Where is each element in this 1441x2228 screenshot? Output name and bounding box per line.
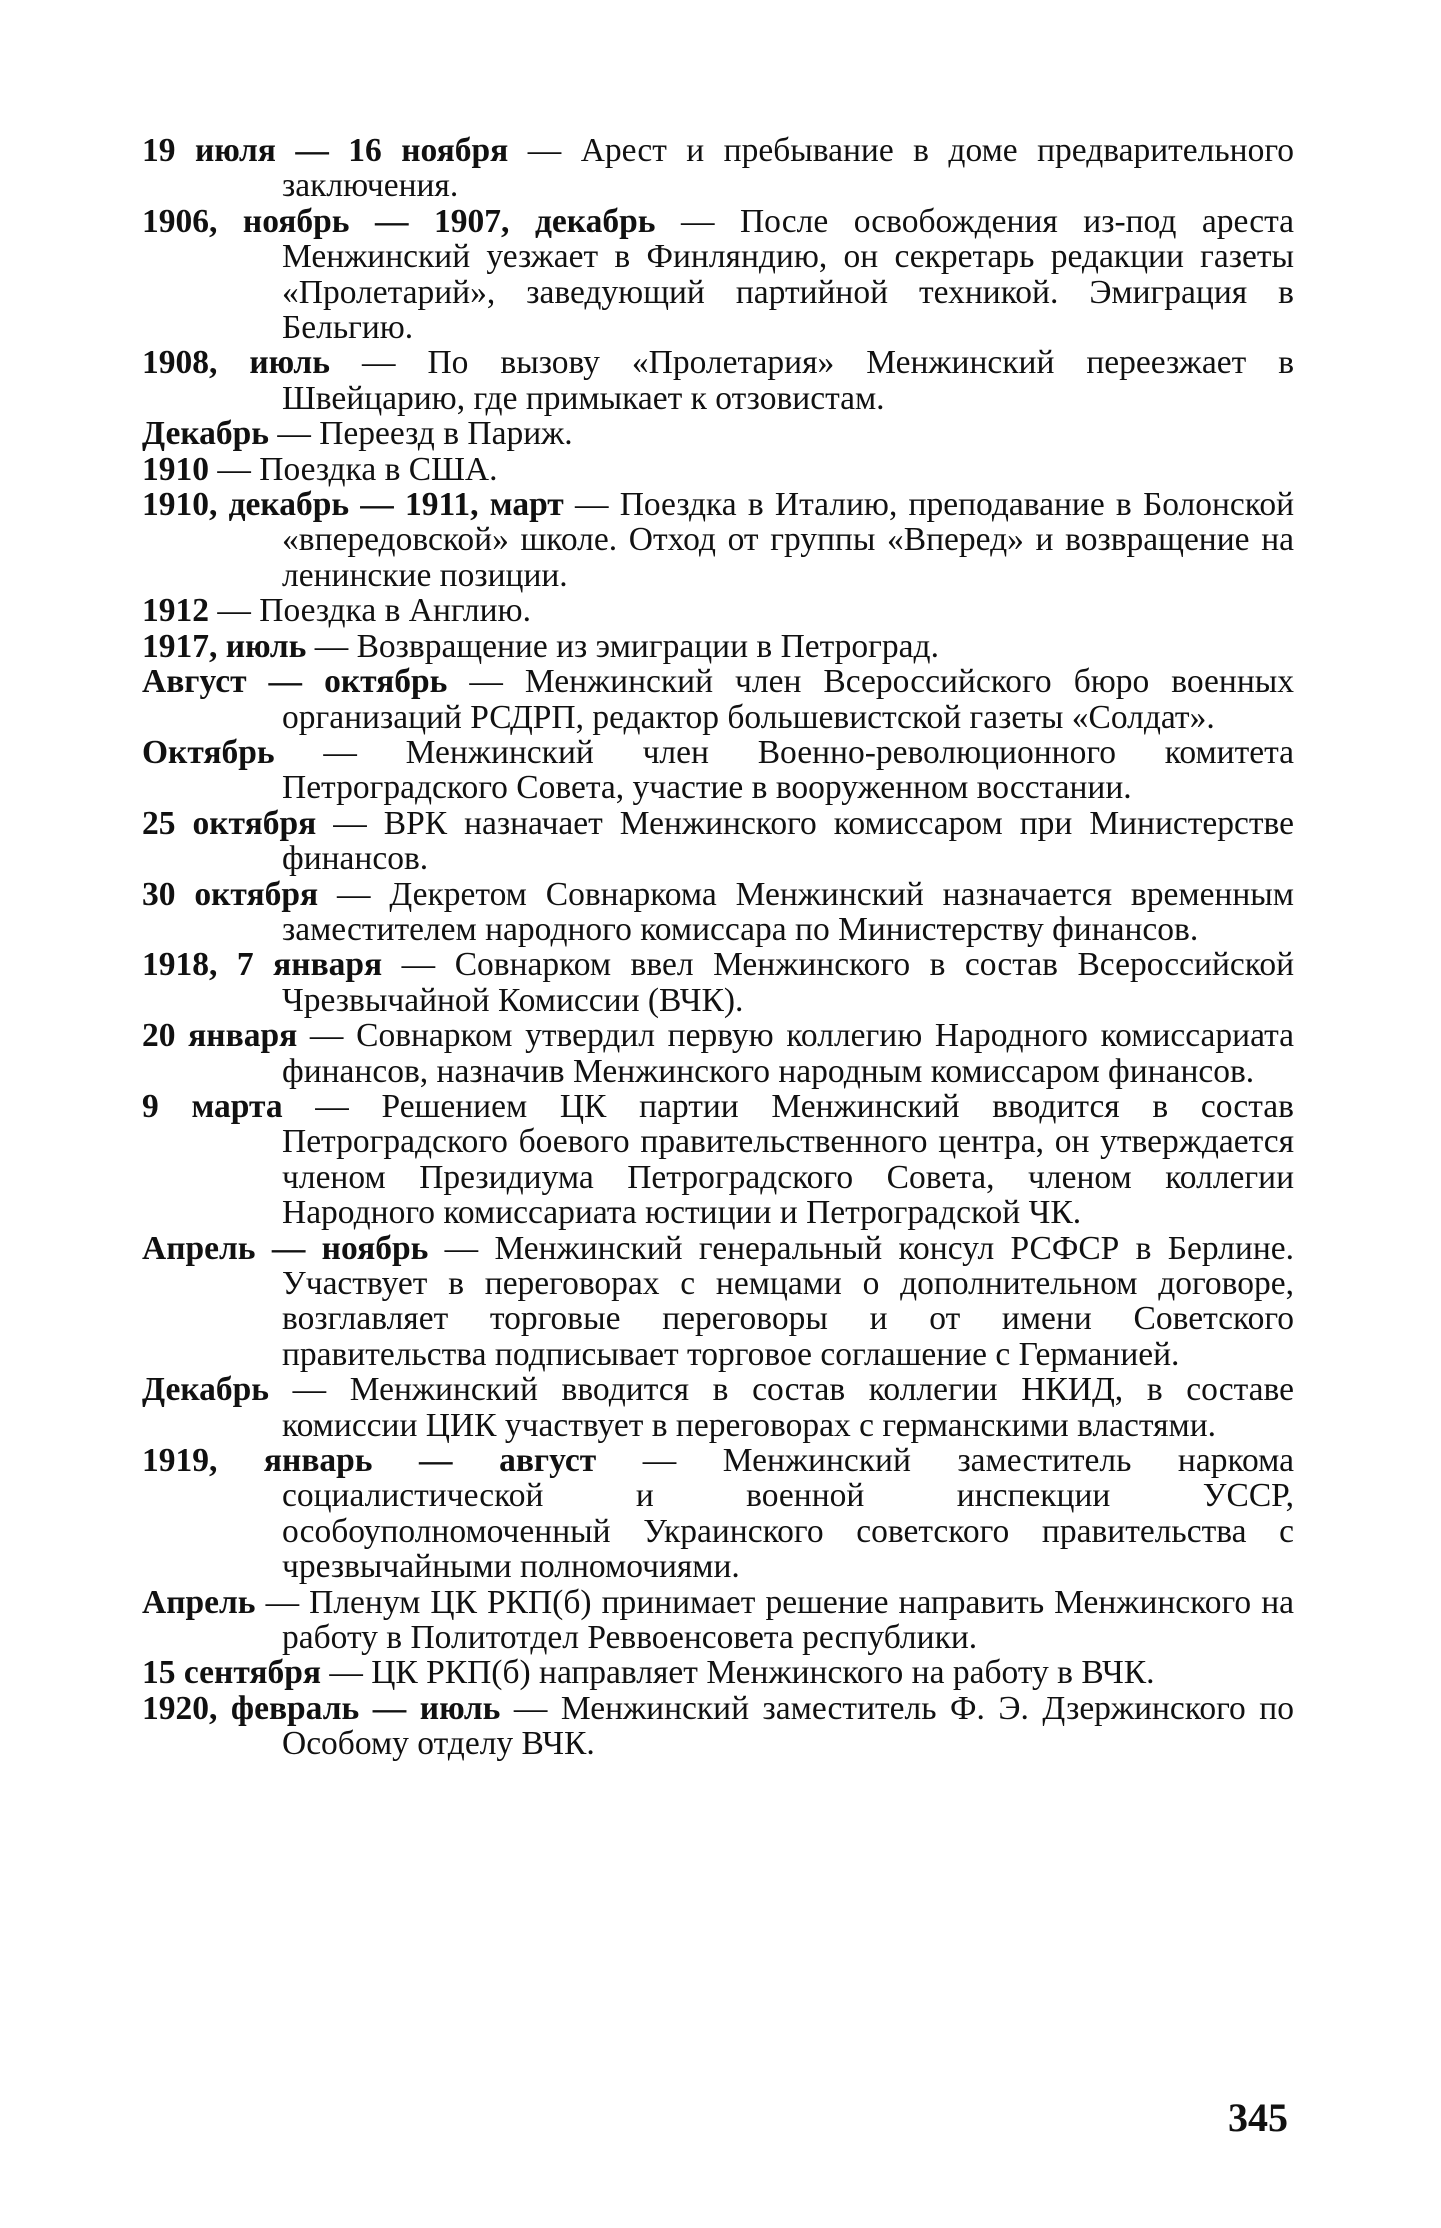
chronology-entry <box>142 345 1294 416</box>
entry-text: Возвращение из эмиграции в Петроград. <box>356 627 939 665</box>
entry-separator: — <box>255 1583 310 1621</box>
entry-date: 1918, 7 января <box>142 946 383 984</box>
entry-text: Декретом Совнаркома Менжинский назначается временным заместителем народного комиссара по Министерству финансов. <box>282 875 1294 948</box>
entry-date: 25 октября <box>142 804 317 842</box>
chronology-entry <box>142 593 1294 628</box>
chronology-entry <box>142 1655 1294 1690</box>
entry-date: 1910 <box>142 450 209 488</box>
chronology-entry <box>142 877 1294 948</box>
entry-date: Апрель <box>142 1583 256 1621</box>
chronology-entry <box>142 947 1294 1018</box>
entry-date: 1917, июль <box>142 627 307 665</box>
chronology-page <box>142 133 1294 1762</box>
entry-text: Менжинский генеральный консул РСФСР в Берлине. Участвует в переговорах с немцами о дополнительном договоре, возглавляет торговые переговоры и от имени Советского правительства подписывает торговое соглашение с Германией. <box>282 1229 1295 1373</box>
chronology-entry <box>142 735 1294 806</box>
entry-date: 1912 <box>142 592 209 630</box>
entry-separator: — <box>508 132 581 169</box>
chronology-entry <box>142 806 1294 877</box>
entry-text: По вызову «Пролетария» Менжинский переезжает в Швейцарию, где примыкает к отзовистам. <box>282 344 1295 417</box>
entry-text: Менжинский заместитель Ф. Э. Дзержинского по Особому отделу ВЧК. <box>282 1689 1294 1763</box>
entry-date: 1920, февраль — июль <box>142 1689 501 1727</box>
entry-date: 9 марта <box>142 1087 283 1125</box>
entry-separator: — <box>268 415 320 453</box>
entry-separator: — <box>282 1087 382 1125</box>
entry-text: Арест и пребывание в доме предварительного заключения. <box>282 132 1294 205</box>
chronology-entry <box>142 452 1294 487</box>
entry-separator: — <box>274 733 406 771</box>
chronology-entry <box>142 133 1294 204</box>
page-number: 345 <box>1228 2095 1288 2140</box>
entry-separator: — <box>382 946 455 984</box>
entry-separator: — <box>320 1654 372 1692</box>
entry-text: Менжинский член Всероссийского бюро военных организаций РСДРП, редактор большевистской газеты «Солдат». <box>282 663 1295 736</box>
entry-separator: — <box>596 1442 723 1480</box>
entry-date: 1910, декабрь — 1911, март <box>142 486 564 524</box>
entry-text: ВРК назначает Менжинского комиссаром при Министерстве финансов. <box>282 804 1295 878</box>
entry-text: Поездка в Италию, преподавание в Болонской «впередовской» школе. Отход от группы «Вперед» и возвращение на ленинские позиции. <box>282 486 1295 594</box>
entry-text: Поездка в США. <box>259 450 498 488</box>
entry-text: После освобождения из-под ареста Менжинский уезжает в Финляндию, он секретарь редакции газеты «Пролетарий», заведующий партийной техникой. Эмиграция в Бельгию. <box>282 202 1295 347</box>
entry-date: 15 сентября <box>142 1654 321 1692</box>
entry-separator: — <box>318 875 390 913</box>
entry-text: ЦК РКП(б) направляет Менжинского на работу в ВЧК. <box>371 1654 1155 1692</box>
entry-text: Решением ЦК партии Менжинский вводится в состав Петроградского боевого правительственного центра, он утверждается членом Президиума Петроградского Совета, членом коллегии Народного комиссариата юстиции и Петроградской ЧК. <box>282 1087 1294 1232</box>
entry-text: Менжинский вводится в состав коллегии НКИД, в составе комиссии ЦИК участвует в переговорах с германскими властями. <box>282 1371 1295 1444</box>
entry-separator: — <box>316 804 384 842</box>
entry-text: Менжинский член Военно-революционного комитета Петроградского Совета, участие в вооруженном восстании. <box>282 733 1294 807</box>
entry-date: Декабрь <box>142 415 269 453</box>
entry-date: Август — октябрь <box>142 663 448 701</box>
chronology-entry <box>142 1585 1294 1656</box>
chronology-list <box>142 133 1294 1762</box>
entry-date: 19 июля — 16 ноября <box>142 132 509 169</box>
chronology-entry <box>142 204 1294 346</box>
entry-separator: — <box>329 344 428 382</box>
entry-separator: — <box>563 486 620 524</box>
entry-date: Декабрь <box>142 1371 269 1409</box>
entry-separator: — <box>209 592 260 630</box>
chronology-entry <box>142 664 1294 735</box>
entry-separator: — <box>447 663 525 701</box>
entry-date: Октябрь <box>142 733 275 771</box>
entry-date: Апрель — ноябрь <box>142 1229 429 1267</box>
chronology-entry <box>142 1231 1294 1373</box>
entry-date: 1919, январь — август <box>142 1442 597 1480</box>
entry-text: Совнарком ввел Менжинского в состав Всероссийской Чрезвычайной Комиссии (ВЧК). <box>282 946 1294 1019</box>
entry-separator: — <box>428 1229 495 1267</box>
chronology-entry <box>142 487 1294 593</box>
entry-text: Менжинский заместитель наркома социалистической и военной инспекции УССР, особоуполномоченный Украинского советского правительства с чрезвычайными полномочиями. <box>282 1442 1294 1586</box>
chronology-entry <box>142 1089 1294 1231</box>
entry-date: 1908, июль <box>142 344 330 382</box>
entry-separator: — <box>306 627 357 665</box>
chronology-entry <box>142 416 1294 451</box>
entry-text: Пленум ЦК РКП(б) принимает решение направить Менжинского на работу в Политотдел Реввоенсовета республики. <box>282 1583 1294 1657</box>
entry-separator: — <box>297 1017 357 1055</box>
entry-text: Совнарком утвердил первую коллегию Народного комиссариата финансов, назначив Менжинского народным комиссаром финансов. <box>282 1017 1295 1090</box>
entry-text: Переезд в Париж. <box>319 415 573 453</box>
chronology-entry <box>142 1018 1294 1089</box>
chronology-entry <box>142 1691 1294 1762</box>
entry-date: 1906, ноябрь — 1907, декабрь <box>142 202 656 240</box>
entry-separator: — <box>209 450 260 488</box>
entry-text: Поездка в Англию. <box>259 592 531 630</box>
chronology-entry <box>142 629 1294 664</box>
chronology-entry <box>142 1443 1294 1585</box>
entry-separator: — <box>500 1689 561 1727</box>
chronology-entry <box>142 1372 1294 1443</box>
entry-separator: — <box>655 202 740 240</box>
entry-date: 30 октября <box>142 875 319 913</box>
entry-date: 20 января <box>142 1017 298 1055</box>
entry-separator: — <box>268 1371 350 1409</box>
